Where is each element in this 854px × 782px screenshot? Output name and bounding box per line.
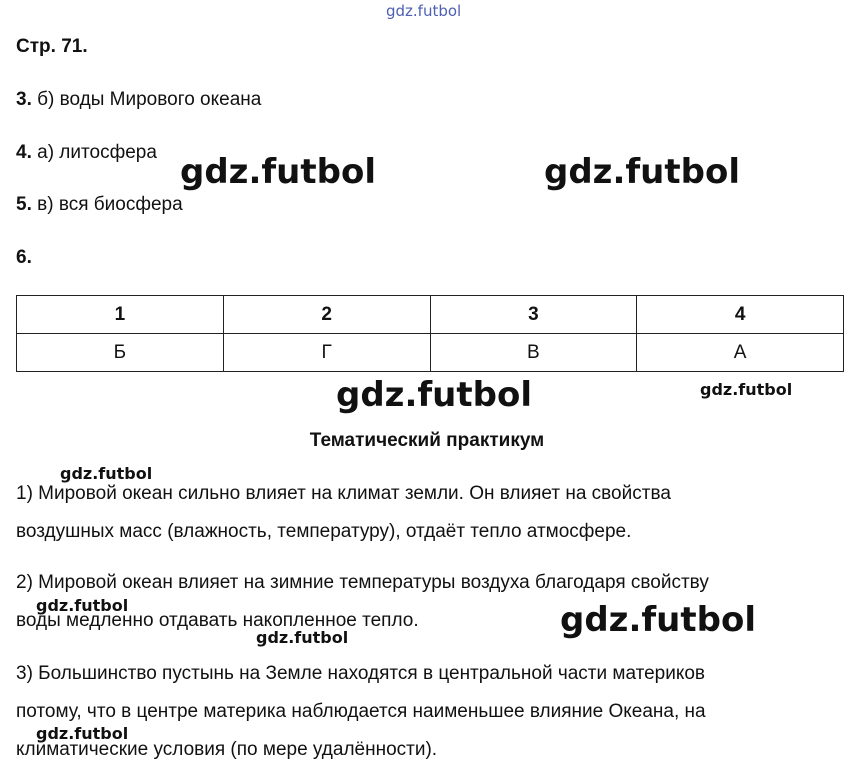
watermark: gdz.futbol (60, 464, 153, 483)
answer-number: 5. (16, 194, 32, 215)
paragraph-line: 3) Большинство пустынь на Земле находятся в центральной части материков (16, 663, 706, 684)
answer-text: а) литосфера (31, 142, 157, 163)
answer-text: б) воды Мирового океана (31, 89, 262, 110)
answer-4 (16, 142, 157, 164)
answer-5 (16, 194, 183, 216)
answer-number: 4. (16, 142, 32, 163)
watermark: gdz.futbol (700, 380, 793, 399)
paragraph-line: 2) Мировой океан влияет на зимние температуры воздуха благодаря свойству (16, 572, 709, 593)
table-header-cell: 1 (17, 296, 224, 334)
watermark: gdz.futbol (36, 724, 129, 743)
table-cell: Г (223, 334, 430, 372)
paragraph-line: воздушных масс (влажность, температуру), отдаёт тепло атмосфере. (16, 521, 632, 542)
table-cell: Б (17, 334, 224, 372)
watermark: gdz.futbol (256, 628, 349, 647)
table-header-cell: 4 (637, 296, 844, 334)
paragraph-line: климатические условия (по мере удалённости). (16, 739, 438, 760)
paragraph-line: 1) Мировой океан сильно влияет на климат земли. Он влияет на свойства (16, 483, 671, 504)
header-watermark: gdz.futbol (386, 2, 462, 20)
watermark: gdz.futbol (560, 600, 756, 640)
answer-table (16, 295, 844, 372)
page-reference: Стр. 71. (16, 36, 88, 57)
table-header-cell: 3 (430, 296, 637, 334)
table-cell: В (430, 334, 637, 372)
paragraph-1 (16, 475, 671, 551)
answer-3 (16, 89, 261, 111)
paragraph-line: потому, что в центре материка наблюдается наименьшее влияние Океана, на (16, 701, 706, 722)
table-header-row (17, 296, 844, 334)
watermark: gdz.futbol (336, 375, 532, 415)
paragraph-3 (16, 655, 706, 769)
table-row (17, 334, 844, 372)
section-title: Тематический практикум (309, 430, 545, 451)
paragraph-line: воды медленно отдавать накопленное тепло. (16, 610, 419, 631)
watermark: gdz.futbol (180, 152, 376, 192)
watermark: gdz.futbol (544, 152, 740, 192)
answer-text: в) вся биосфера (31, 194, 183, 215)
table-cell: А (637, 334, 844, 372)
table-header-cell: 2 (223, 296, 430, 334)
answer-number: 3. (16, 89, 32, 110)
question-6-label: 6. (16, 247, 32, 268)
watermark: gdz.futbol (36, 596, 129, 615)
